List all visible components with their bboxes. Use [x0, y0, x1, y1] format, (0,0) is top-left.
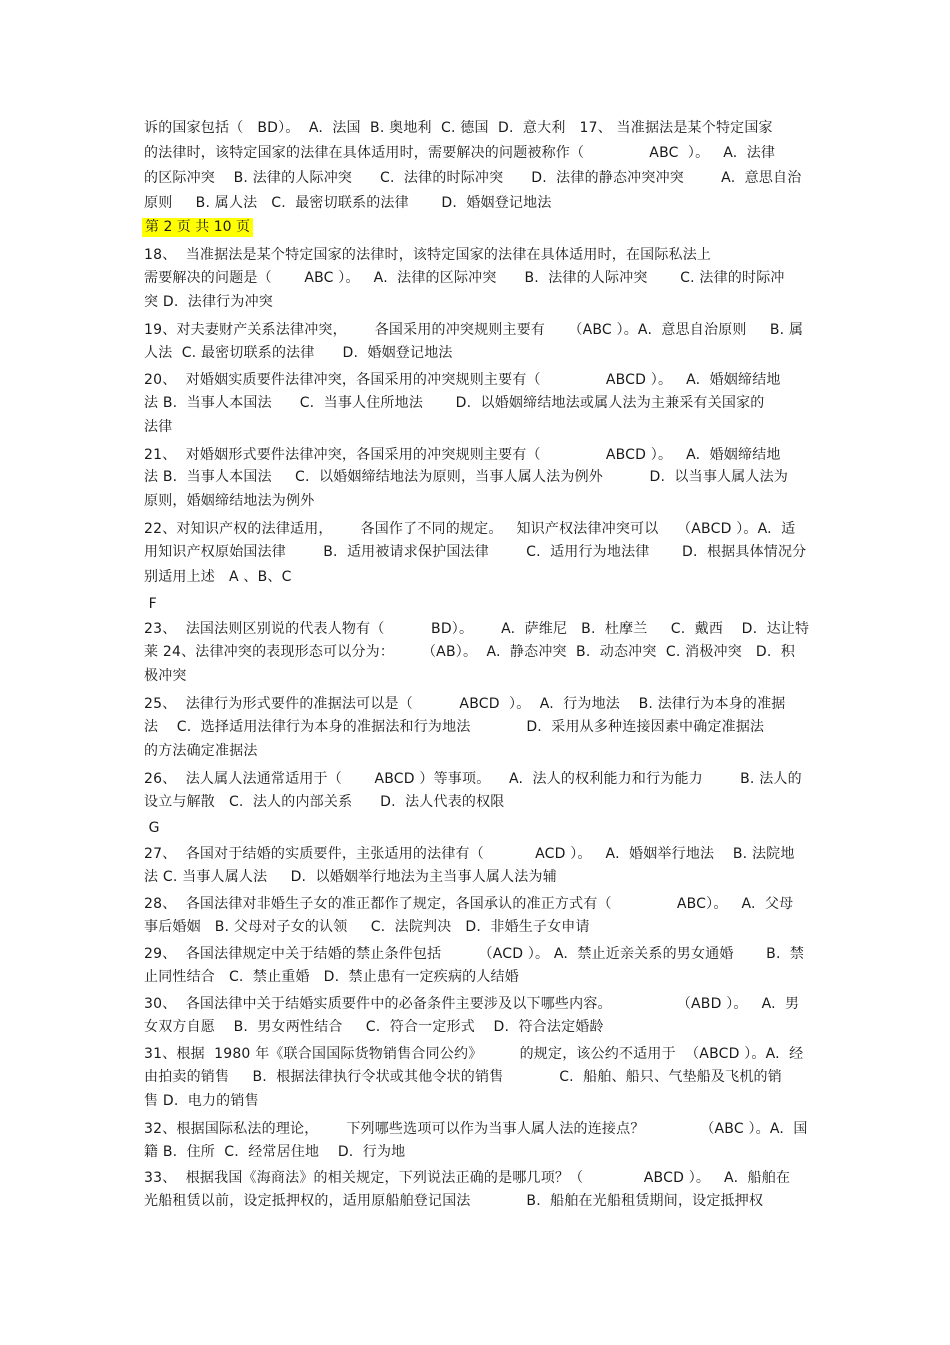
text-line: 的法律时，该特定国家的法律在具体适用时，需要解决的问题被称作（ ABC ）。 A. 法律: [144, 145, 776, 161]
text-line: 的区际冲突 B. 法律的人际冲突 C. 法律的时际冲突 D. 法律的静态冲突冲突 A. 意思自治: [144, 170, 802, 186]
text-line: 止同性结合 C. 禁止重婚 D. 禁止患有一定疾病的人结婚: [144, 969, 519, 985]
text-line: 法 C. 选择适用法律行为本身的准据法和行为地法 D. 采用从多种连接因素中确定准据法: [144, 719, 765, 735]
text-line: 22、对知识产权的法律适用， 各国作了不同的规定。 知识产权法律冲突可以 （ABCD ）。A. 适: [144, 521, 796, 537]
text-line: 29、 各国法律规定中关于结婚的禁止条件包括 （ACD ）。 A. 禁止近亲关系的男女通婚 B. 禁: [144, 946, 805, 962]
page-number-label: 第 2 页 共 10 页: [142, 218, 253, 237]
text-line: 事后婚姻 B. 父母对子女的认领 C. 法院判决 D. 非婚生子女申请: [144, 919, 590, 935]
text-line: 33、 根据我国《海商法》的相关规定，下列说法正确的是哪几项？（ ABCD ）。 A. 船舶在: [144, 1170, 791, 1186]
text-line: 莱 24、法律冲突的表现形态可以分为： （AB）。 A. 静态冲突 B. 动态冲突 C. 消极冲突 D. 积: [144, 644, 796, 660]
text-line: 原则，婚姻缔结地法为例外: [144, 493, 315, 509]
text-line: 20、 对婚姻实质要件法律冲突，各国采用的冲突规则主要有（ ABCD ）。 A. 婚姻缔结地: [144, 372, 781, 388]
text-line: 25、 法律行为形式要件的准据法可以是（ ABCD ）。 A. 行为地法 B. 法律行为本身的准据: [144, 696, 786, 712]
text-line: 法律: [144, 419, 173, 435]
text-line: 原则 B. 属人法 C. 最密切联系的法律 D. 婚姻登记地法: [144, 195, 552, 211]
text-line: 由拍卖的销售 B. 根据法律执行令状或其他令状的销售 C. 船舶、船只、气垫船及飞机的销: [144, 1069, 782, 1085]
text-line: 售 D. 电力的销售: [144, 1093, 259, 1109]
text-line: 别适用上述 A 、B、C: [144, 569, 292, 585]
text-line: 28、 各国法律对非婚生子女的准正都作了规定，各国承认的准正方式有（ ABC）。 A. 父母: [144, 896, 794, 912]
text-line: 31、根据 1980 年《联合国国际货物销售合同公约》 的规定，该公约不适用于 （ABCD ）。A. 经: [144, 1046, 804, 1062]
text-line: 19、对夫妻财产关系法律冲突， 各国采用的冲突规则主要有 （ABC ）。A. 意思自治原则 B. 属: [144, 322, 804, 338]
text-line: 女双方自愿 B. 男女两性结合 C. 符合一定形式 D. 符合法定婚龄: [144, 1019, 604, 1035]
text-line: 用知识产权原始国法律 B. 适用被请求保护国法律 C. 适用行为地法律 D. 根据具体情况分: [144, 544, 807, 560]
text-line: 人法 C. 最密切联系的法律 D. 婚姻登记地法: [144, 345, 453, 361]
text-line: 法 B. 当事人本国法 C. 当事人住所地法 D. 以婚姻缔结地法或属人法为主兼采有关国家的: [144, 395, 765, 411]
text-line: 突 D. 法律行为冲突: [144, 294, 273, 310]
text-line: 18、 当准据法是某个特定国家的法律时，该特定国家的法律在具体适用时，在国际私法上: [144, 247, 712, 263]
text-line: 诉的国家包括（ BD）。 A. 法国 B. 奥地利 C. 德国 D. 意大利 17、 当准据法是某个特定国家: [144, 120, 773, 136]
text-line: 设立与解散 C. 法人的内部关系 D. 法人代表的权限: [144, 794, 505, 810]
text-line: 21、 对婚姻形式要件法律冲突，各国采用的冲突规则主要有（ ABCD ）。 A. 婚姻缔结地: [144, 447, 781, 463]
text-line: G: [144, 820, 160, 836]
text-line: 极冲突: [144, 668, 187, 684]
text-line: F: [144, 596, 157, 612]
text-line: 需要解决的问题是（ ABC ）。 A. 法律的区际冲突 B. 法律的人际冲突 C. 法律的时际冲: [144, 270, 785, 286]
text-line: 法 B. 当事人本国法 C. 以婚姻缔结地法为原则，当事人属人法为例外 D. 以当事人属人法为: [144, 469, 789, 485]
text-line: 法 C. 当事人属人法 D. 以婚姻举行地法为主当事人属人法为辅: [144, 869, 557, 885]
text-line: 30、 各国法律中关于结婚实质要件中的必备条件主要涉及以下哪些内容。 （ABD ）。 A. 男: [144, 996, 800, 1012]
text-line: 32、根据国际私法的理论， 下列哪些选项可以作为当事人属人法的连接点？ （ABC ）。A. 国: [144, 1121, 808, 1137]
text-line: 23、 法国法则区别说的代表人物有（ BD）。 A. 萨维尼 B. 杜摩兰 C. 戴西 D. 达让特: [144, 621, 810, 637]
text-line: 26、 法人属人法通常适用于（ ABCD ）等事项。 A. 法人的权利能力和行为能力 B. 法人的: [144, 771, 802, 787]
text-line: 籍 B. 住所 C. 经常居住地 D. 行为地: [144, 1144, 406, 1160]
text-line: 光船租赁以前，设定抵押权的，适用原船舶登记国法 B. 船舶在光船租赁期间，设定抵押权: [144, 1193, 764, 1209]
text-line: 27、 各国对于结婚的实质要件，主张适用的法律有（ ACD ）。 A. 婚姻举行地法 B. 法院地: [144, 846, 795, 862]
text-line: 的方法确定准据法: [144, 743, 258, 759]
